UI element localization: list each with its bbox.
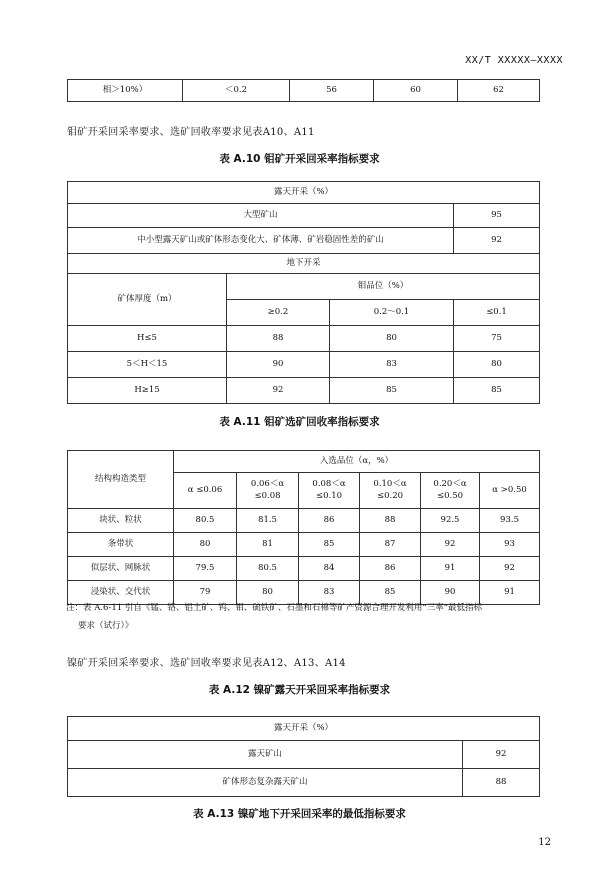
carry-cell: 62 [458,80,540,102]
grade-col-text: α >0.50 [492,484,527,495]
cell-value: 85 [299,533,360,557]
cell-value: 86 [360,557,421,581]
grade-col-text: ≤0.08 [254,490,281,501]
cell-value: 80.5 [237,557,299,581]
row-value: 95 [454,204,540,228]
document-code: XX/T XXXXX—XXXX [465,55,563,66]
carry-cell: ＜0.2 [183,80,290,102]
grade-col-text: α ≤0.06 [187,484,223,495]
cell-value: 87 [360,533,421,557]
open-pit-header: 露天开采（%） [68,182,540,204]
carry-cell: 56 [290,80,374,102]
row-label: H≤5 [68,326,227,352]
table-row [68,769,540,797]
caption-table-a13: 表 A.13 镍矿地下开采回采率的最低指标要求 [193,808,406,820]
grade-col-header [174,473,237,509]
grade-col-header [480,473,540,509]
table-a11 [67,450,540,605]
note-line: 要求（试行）》 [78,621,134,631]
cell-value: 92 [421,533,480,557]
caption-table-a12: 表 A.12 镍矿露天开采回采率指标要求 [208,684,391,696]
grade-col-text: 0.06＜α [250,478,285,489]
grade-col-header: 0.2～0.1 [330,300,454,326]
row-label: 露天矿山 [68,741,463,769]
table-row [68,228,540,254]
table-row [68,204,540,228]
grade-col-header: ≥0.2 [227,300,330,326]
paragraph-nickel: 镍矿开采回采率要求、选矿回收率要求见表A12、A13、A14 [67,658,346,669]
grade-col-text: 0.08＜α [312,478,346,489]
row-value: 92 [454,228,540,254]
table-row [68,80,540,102]
table-row [68,717,540,741]
grade-col-text: ≤0.20 [376,490,404,501]
cell-value: 90 [421,581,480,605]
cell-value: 75 [454,326,540,352]
cell-value: 91 [421,557,480,581]
cell-value: 83 [330,352,454,378]
carry-cell: 相＞10%） [68,80,183,102]
paragraph-molybdenum: 钼矿开采回采率要求、选矿回收率要求见表A10、A11 [67,127,315,138]
grade-col-text: 0.20＜α [433,478,467,489]
grade-col-header: ≤0.1 [454,300,540,326]
grade-col-header [360,473,421,509]
cell-value: 80.5 [174,509,237,533]
cell-value: 79.5 [174,557,237,581]
table-row [68,182,540,204]
caption-table-a11: 表 A.11 钼矿选矿回收率指标要求 [219,416,380,428]
cell-value: 88 [360,509,421,533]
table-a10 [67,181,540,404]
table-note [66,599,546,635]
cell-value: 80 [174,533,237,557]
carry-cell: 60 [374,80,458,102]
row-label: 浸染状、交代状 [68,581,174,605]
cell-value: 88 [227,326,330,352]
cell-value: 80 [237,581,299,605]
cell-value: 85 [454,378,540,404]
cell-value: 91 [480,581,540,605]
page-number: 12 [538,837,551,848]
cell-value: 83 [299,581,360,605]
thickness-header: 矿体厚度（m） [68,274,227,326]
row-label: 矿体形态复杂露天矿山 [68,769,463,797]
row-label: 似层状、网脉状 [68,557,174,581]
row-label: 5＜H＜15 [68,352,227,378]
row-value: 88 [463,769,540,797]
caption-table-a10: 表 A.10 钼矿开采回采率指标要求 [219,153,380,165]
row-label: 条带状 [68,533,174,557]
table-row [68,378,540,404]
row-label: H≥15 [68,378,227,404]
table-row [68,533,540,557]
cell-value: 79 [174,581,237,605]
grade-col-header [421,473,480,509]
cell-value: 84 [299,557,360,581]
row-value: 92 [463,741,540,769]
grade-col-text: ≤0.50 [436,490,464,501]
cell-value: 81 [237,533,299,557]
cell-value: 81.5 [237,509,299,533]
table-row [68,352,540,378]
cell-value: 85 [360,581,421,605]
cell-value: 92 [480,557,540,581]
table-row [68,254,540,274]
table-row [68,451,540,473]
grade-col-text: 0.10＜α [373,478,407,489]
struct-header: 结构构造类型 [68,451,174,509]
cell-value: 92 [227,378,330,404]
cell-value: 86 [299,509,360,533]
row-label: 大型矿山 [68,204,454,228]
cell-value: 93 [480,533,540,557]
cell-value: 90 [227,352,330,378]
cell-value: 92.5 [421,509,480,533]
table-row [68,557,540,581]
underground-header: 地下开采 [68,254,540,274]
row-label: 中小型露天矿山或矿体形态变化大、矿体薄、矿岩稳固性差的矿山 [68,228,454,254]
open-pit-header: 露天开采（%） [68,717,540,741]
table-row [68,326,540,352]
cell-value: 80 [330,326,454,352]
cell-value: 85 [330,378,454,404]
table-row [68,509,540,533]
cell-value: 80 [454,352,540,378]
grade-col-text: ≤0.10 [315,490,343,501]
cell-value: 93.5 [480,509,540,533]
table-a12 [67,716,540,797]
table-row [68,741,540,769]
grade-col-header [299,473,360,509]
grade-col-header [237,473,299,509]
table-row [68,274,540,300]
carry-over-table [67,79,540,102]
grade-header: 入选品位（α，%） [174,451,540,473]
row-label: 块状、粒状 [68,509,174,533]
grade-header: 钼品位（%） [227,274,540,300]
note-line: 注：表 A.6-11 引自《锰、铬、铝土矿、钨、钼、硫铁矿、石墨和石棉等矿产资源合理开发利用“三率”最低指标 [66,603,483,613]
